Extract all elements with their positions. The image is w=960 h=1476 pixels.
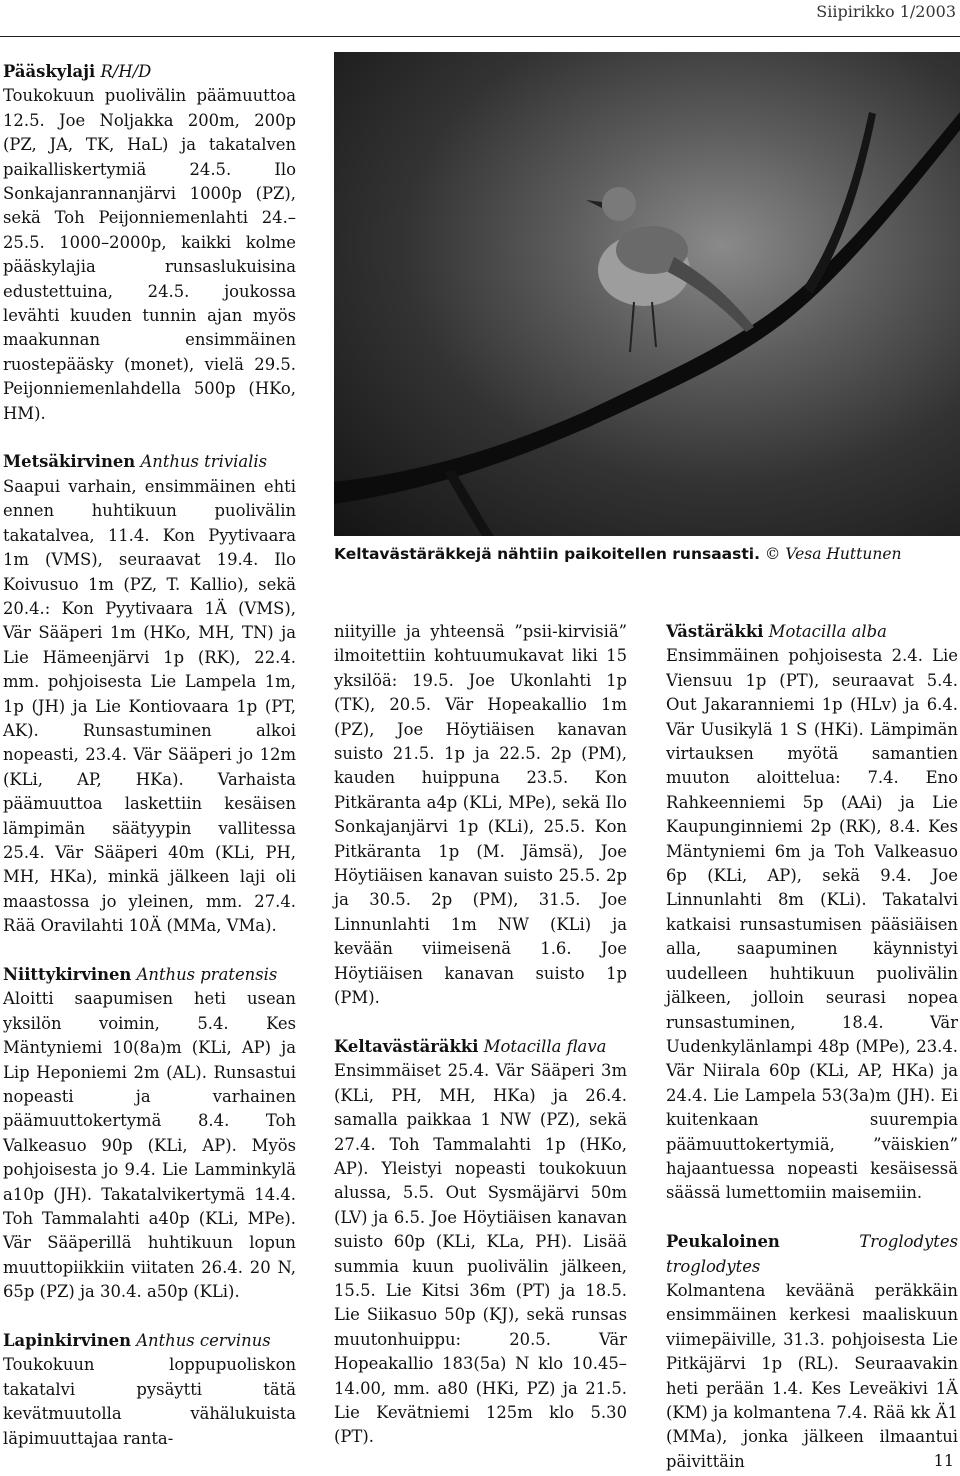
species-name: Lapinkirvinen: [3, 1331, 131, 1351]
caption-text: Keltavästäräkkejä nähtiin paikoitellen runsaasti.: [334, 545, 760, 563]
photo-caption: [334, 545, 960, 563]
column-left: [3, 60, 296, 1451]
species-latin: Anthus pratensis: [136, 965, 278, 984]
species-name: Metsäkirvinen: [3, 452, 136, 472]
species-latin: Troglodytes troglodytes: [666, 1232, 958, 1276]
species-name: Niittykirvinen: [3, 965, 132, 984]
section-metsakirvinen: [3, 450, 296, 938]
species-name: Pääskylaji: [3, 62, 96, 81]
page-number: 11: [933, 1451, 954, 1470]
section-vastarakki: [666, 620, 958, 1206]
section-text: Ensimmäiset 25.4. Vär Sääperi 3m (KLi, PH, MH, HKa) ja 26.4. samalla paikkaa 1 NW (PZ), sekä 27.4. Toh Tammalahti 1p (HKo, AP). Yleistyi nopeasti toukokuun alussa, 5.5. Out Sysmäjärvi 50m (LV) ja 6.5. Joe Höytiäisen kanavan suisto 60p (KLi, KLa, PH). Lisää summia kuun puolivälin jälkeen, 15.5. Lie Kitsi 36m (PT) ja 18.5. Lie Siikasuo 50p (KJ), sekä runsas muutonhuippu: 20.5. Vär Hopeakallio 183(5a) N klo 10.45–14.00, mm. a80 (HKi, PZ) ja 21.5. Lie Kevätniemi 125m klo 5.30 (PT).: [334, 1061, 627, 1447]
column-right: [666, 620, 958, 1474]
section-niittykirvinen: [3, 963, 296, 1305]
species-latin: Motacilla alba: [768, 622, 887, 641]
species-latin: Anthus cervinus: [136, 1331, 271, 1351]
photo-credit: © Vesa Huttunen: [764, 545, 902, 563]
section-text: Saapui varhain, ensimmäinen ehti ennen huhtikuun puolivälin takatalvea, 11.4. Kon Pyytivaara 1m (VMS), seuraavat 19.4. Ilo Koivusuo 1m (PZ, T. Kallio), sekä 20.4.: Kon Pyytivaara 1Ä (VMS), Vär Sääperi 1m (HKo, MH, TN) ja Lie Hämeenjärvi 1p (RK), 22.4. mm. pohjoisesta Lie Lampela 1m, 1p (JH) ja Lie Kontiovaara 1p (PT, AK). Runsastuminen alkoi nopeasti, 23.4. Vär Sääperi jo 12m (KLi, AP, HKa). Varhaista päämuuttoa laskettiin kesäisen lämpimän säätyypin vallitessa 25.4. Vär Sääperi 40m (KLi, PH, MH, HKa), minkä jälkeen laji oli maastossa jo yleinen, mm. 27.4. Rää Oravilahti 10Ä (MMa, VMa).: [3, 476, 296, 936]
section-peukaloinen: [666, 1230, 958, 1474]
species-name: Västäräkki: [666, 622, 764, 641]
species-latin: Anthus trivialis: [140, 452, 268, 472]
section-paaskylaji: [3, 60, 296, 426]
species-latin: Motacilla flava: [483, 1036, 607, 1056]
column-middle: [334, 620, 627, 1450]
species-name: Peukaloinen: [666, 1232, 780, 1252]
section-lapinkirvinen-continued: [334, 620, 627, 1011]
section-text: Aloitti saapumisen heti usean yksilön voimin, 5.4. Kes Mäntyniemi 10(8a)m (KLi, AP) ja Lip Heponiemi 2m (AL). Runsastui nopeasti ja varhainen päämuuttokertymä 8.4. Toh Valkeasuo 90p (KLi, AP). Myös pohjoisesta jo 9.4. Lie Lamminkylä a10p (JH). Takatalvikertymä 14.4. Toh Tammalahti a40p (KLi, MPe). Vär Sääperillä huhtikuun lopun muuttopiikkiin viitaten 26.4. 20 N, 65p (PZ) ja 30.4. a50p (KLi).: [3, 989, 296, 1302]
section-text: Kolmantena keväänä peräkkäin ensimmäinen kerkesi maaliskuun viimepäiville, 31.3. pohjoisesta Lie Pitkäjärvi 1p (RL). Seuraavakin heti perään 1.4. Kes Leveäkivi 1Ä (KM) ja kolmantena 7.4. Rää kk Ä1 (MMa), jonka jälkeen ilmaantui päivittäin: [666, 1280, 958, 1471]
bird-photo: [334, 52, 960, 536]
section-keltavastarakki: [334, 1035, 627, 1450]
section-text: Toukokuun loppupuoliskon takatalvi pysäytti tätä kevätmuutolla vähälukuista läpimuuttajaa ranta-: [3, 1355, 296, 1448]
page-header: [0, 0, 960, 37]
section-text: Ensimmäinen pohjoisesta 2.4. Lie Viensuu 1p (PT), seuraavat 5.4. Out Jakaranniemi 1p (HLv) ja 6.4. Vär Uusikylä 1 S (HKi). Lämpimän virtauksen myötä samantien muuton aloittelua: 7.4. Eno Rahkeenniemi 5p (AAi) ja Lie Kaupunginniemi 2p (RK), 8.4. Kes Mäntyniemi 6m ja Toh Valkeasuo 6p (KLi, AP), sekä 9.4. Joe Linnunlahti 8m (KLi). Takatalvi katkaisi runsastumisen pääsiäisen alla, saapuminen käynnistyi uudelleen huhtikuun puolivälin jälkeen, jolloin seurasi nopea runsastuminen, 18.4. Vär Uudenkylänlampi 48p (MPe), 23.4. Vär Niirala 60p (KLi, AP, HKa) ja 24.4. Lie Lampela 53(3a)m (JH). Ei kuitenkaan suurempia päämuuttokertymiä, ”väiskien” hajaantuessa nopeasti kesäisessä säässä lumettomiin maisemiin.: [666, 646, 958, 1203]
journal-title: Siipirikko 1/2003: [816, 2, 956, 21]
section-text: niityille ja yhteensä ”psii-kirvisiä” ilmoitettiin kohtuumukavat liki 15 yksilöä: 19.5. Joe Ukonlahti 1p (TK), 20.5. Vär Hopeakallio 1m (PZ), Joe Höytiäisen kanavan suisto 21.5. 1p ja 22.5. 2p (PM), kauden huippuna 23.5. Kon Pitkäranta a4p (KLi, MPe), sekä Ilo Sonkajanjärvi 1p (KLi), 25.5. Kon Pitkäranta 1p (M. Jämsä), Joe Höytiäisen kanavan suisto 25.5. 2p ja 30.5. 2p (PM), 31.5. Joe Linnunlahti 1m NW (KLi) ja kevään viimeisenä 1.6. Joe Höytiäisen kanavan suisto 1p (PM).: [334, 622, 627, 1008]
section-lapinkirvinen: [3, 1329, 296, 1451]
species-name: Keltavästäräkki: [334, 1036, 479, 1056]
species-latin: R/H/D: [100, 62, 152, 81]
section-text: Toukokuun puolivälin päämuuttoa 12.5. Joe Noljakka 200m, 200p (PZ, JA, TK, HaL) ja takatalven paikalliskertymiä 24.5. Ilo Sonkajanrannanjärvi 1000p (PZ), sekä Toh Peijonniemenlahti 24.–25.5. 1000–2000p, kaikki kolme pääskylajia runsaslukuisina edustettuina, 24.5. joukossa levähti kuuden tunnin ajan myös maakunnan ensimmäinen ruostepääsky (monet), vielä 29.5. Peijonniemenlahdella 500p (HKo, HM).: [3, 86, 296, 423]
bird-on-branch-image: [334, 52, 960, 536]
